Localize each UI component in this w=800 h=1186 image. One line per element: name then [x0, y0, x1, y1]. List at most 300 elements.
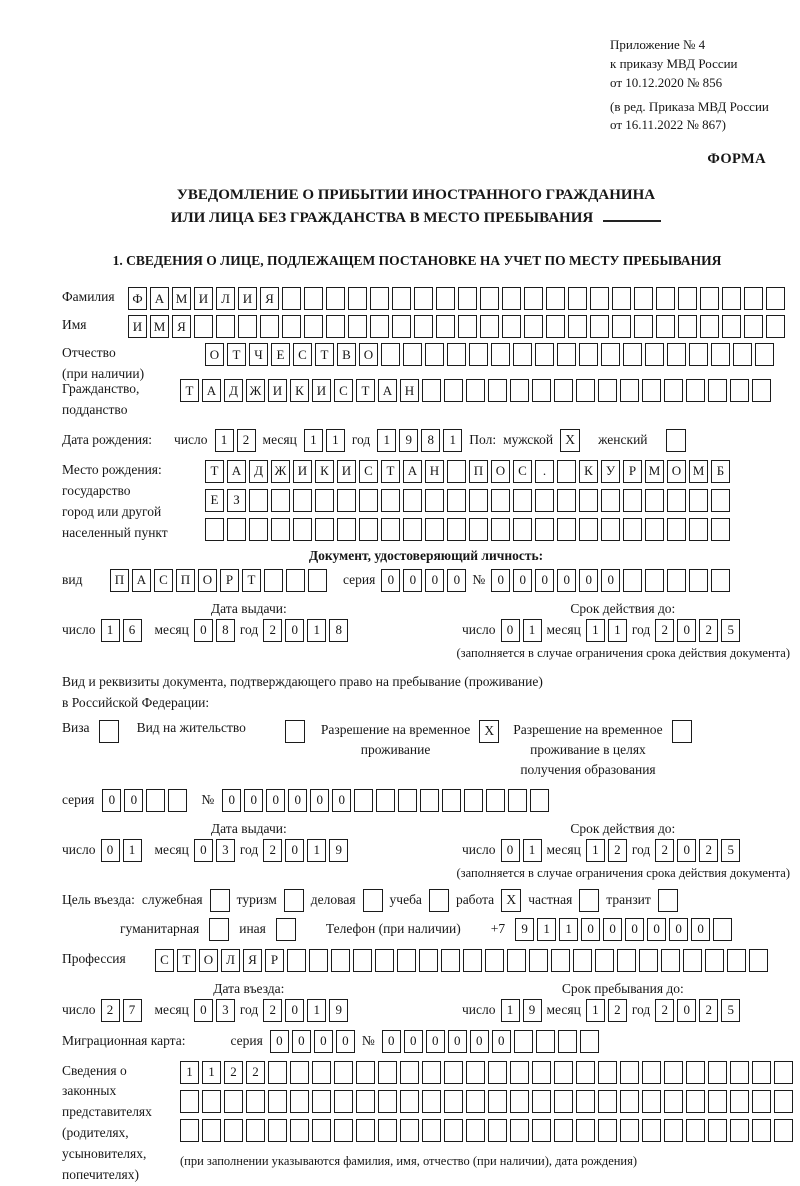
char-box[interactable]: [686, 1090, 705, 1113]
char-box[interactable]: [678, 287, 697, 310]
stay-year-boxes[interactable]: [655, 999, 740, 1022]
char-box[interactable]: [642, 379, 661, 402]
char-box[interactable]: [425, 518, 444, 541]
issue-day-boxes[interactable]: [101, 839, 142, 862]
char-box[interactable]: [447, 489, 466, 512]
char-box[interactable]: [601, 518, 620, 541]
birth-place-boxes-row2[interactable]: [205, 489, 730, 512]
char-box[interactable]: [312, 1090, 331, 1113]
char-box[interactable]: [642, 1061, 661, 1084]
char-box[interactable]: 0: [492, 1030, 511, 1053]
char-box[interactable]: 6: [123, 619, 142, 642]
char-box[interactable]: [436, 287, 455, 310]
char-box[interactable]: [557, 460, 576, 483]
char-box[interactable]: Е: [205, 489, 224, 512]
char-box[interactable]: [381, 489, 400, 512]
char-box[interactable]: [689, 343, 708, 366]
char-box[interactable]: 0: [677, 999, 696, 1022]
char-box[interactable]: [348, 287, 367, 310]
char-box[interactable]: 1: [326, 429, 345, 452]
surname-boxes[interactable]: [128, 287, 785, 310]
char-box[interactable]: [513, 518, 532, 541]
char-box[interactable]: [287, 949, 306, 972]
char-box[interactable]: [488, 379, 507, 402]
char-box[interactable]: [224, 1090, 243, 1113]
char-box[interactable]: .: [535, 460, 554, 483]
char-box[interactable]: [392, 315, 411, 338]
char-box[interactable]: Т: [242, 569, 261, 592]
char-box[interactable]: А: [132, 569, 151, 592]
char-box[interactable]: [238, 315, 257, 338]
char-box[interactable]: [400, 1061, 419, 1084]
char-box[interactable]: [246, 1119, 265, 1142]
purpose-private-checkbox[interactable]: [579, 889, 599, 912]
char-box[interactable]: [326, 315, 345, 338]
entry-year-boxes[interactable]: [263, 999, 348, 1022]
issue-month-boxes[interactable]: [194, 619, 235, 642]
number-boxes[interactable]: [491, 569, 730, 592]
char-box[interactable]: Я: [172, 315, 191, 338]
char-box[interactable]: [774, 1061, 793, 1084]
stay-month-boxes[interactable]: [586, 999, 627, 1022]
citizenship-boxes[interactable]: [180, 379, 771, 402]
char-box[interactable]: [664, 1061, 683, 1084]
char-box[interactable]: [744, 315, 763, 338]
char-box[interactable]: [513, 343, 532, 366]
char-box[interactable]: 3: [216, 839, 235, 862]
char-box[interactable]: П: [110, 569, 129, 592]
char-box[interactable]: [595, 949, 614, 972]
char-box[interactable]: [700, 315, 719, 338]
char-box[interactable]: Т: [381, 460, 400, 483]
char-box[interactable]: [466, 1119, 485, 1142]
char-box[interactable]: [535, 343, 554, 366]
entry-month-boxes[interactable]: [194, 999, 235, 1022]
char-box[interactable]: [576, 379, 595, 402]
char-box[interactable]: 0: [513, 569, 532, 592]
char-box[interactable]: 0: [292, 1030, 311, 1053]
char-box[interactable]: [514, 1030, 533, 1053]
char-box[interactable]: [286, 569, 305, 592]
char-box[interactable]: [447, 343, 466, 366]
char-box[interactable]: [398, 789, 417, 812]
char-box[interactable]: 0: [314, 1030, 333, 1053]
char-box[interactable]: 1: [101, 619, 120, 642]
char-box[interactable]: [337, 518, 356, 541]
valid-day-boxes[interactable]: [501, 839, 542, 862]
char-box[interactable]: [727, 949, 746, 972]
char-box[interactable]: О: [359, 343, 378, 366]
issue-year-boxes[interactable]: [263, 839, 348, 862]
char-box[interactable]: [293, 518, 312, 541]
char-box[interactable]: [400, 1119, 419, 1142]
char-box[interactable]: 0: [288, 789, 307, 812]
char-box[interactable]: С: [513, 460, 532, 483]
char-box[interactable]: О: [205, 343, 224, 366]
char-box[interactable]: [334, 1061, 353, 1084]
char-box[interactable]: [689, 489, 708, 512]
char-box[interactable]: [722, 287, 741, 310]
char-box[interactable]: С: [359, 460, 378, 483]
char-box[interactable]: [620, 379, 639, 402]
char-box[interactable]: 0: [124, 789, 143, 812]
char-box[interactable]: [202, 1119, 221, 1142]
char-box[interactable]: М: [689, 460, 708, 483]
char-box[interactable]: И: [268, 379, 287, 402]
char-box[interactable]: [268, 1061, 287, 1084]
char-box[interactable]: [598, 1061, 617, 1084]
char-box[interactable]: [353, 949, 372, 972]
char-box[interactable]: 1: [523, 839, 542, 862]
temp-residence-checkbox[interactable]: X: [479, 720, 499, 743]
char-box[interactable]: [752, 1119, 771, 1142]
char-box[interactable]: [312, 1119, 331, 1142]
birth-day-boxes[interactable]: [215, 429, 256, 452]
char-box[interactable]: 2: [655, 999, 674, 1022]
purpose-business-checkbox[interactable]: [363, 889, 383, 912]
char-box[interactable]: [774, 1119, 793, 1142]
char-box[interactable]: [623, 569, 642, 592]
char-box[interactable]: [576, 1061, 595, 1084]
char-box[interactable]: [722, 315, 741, 338]
char-box[interactable]: [403, 343, 422, 366]
char-box[interactable]: 0: [285, 619, 304, 642]
char-box[interactable]: [708, 1119, 727, 1142]
char-box[interactable]: [356, 1061, 375, 1084]
char-box[interactable]: [354, 789, 373, 812]
char-box[interactable]: И: [312, 379, 331, 402]
char-box[interactable]: [249, 518, 268, 541]
char-box[interactable]: [444, 1061, 463, 1084]
char-box[interactable]: 1: [304, 429, 323, 452]
char-box[interactable]: [667, 518, 686, 541]
char-box[interactable]: [447, 460, 466, 483]
char-box[interactable]: 1: [123, 839, 142, 862]
char-box[interactable]: [529, 949, 548, 972]
char-box[interactable]: [524, 315, 543, 338]
char-box[interactable]: [744, 287, 763, 310]
issue-year-boxes[interactable]: [263, 619, 348, 642]
char-box[interactable]: М: [645, 460, 664, 483]
char-box[interactable]: [766, 315, 785, 338]
char-box[interactable]: 0: [677, 839, 696, 862]
char-box[interactable]: С: [154, 569, 173, 592]
char-box[interactable]: [508, 789, 527, 812]
char-box[interactable]: А: [403, 460, 422, 483]
char-box[interactable]: [554, 1061, 573, 1084]
representatives-boxes-row3[interactable]: [180, 1119, 793, 1142]
char-box[interactable]: [708, 1090, 727, 1113]
char-box[interactable]: 0: [647, 918, 666, 941]
char-box[interactable]: 0: [194, 839, 213, 862]
char-box[interactable]: 0: [535, 569, 554, 592]
birth-year-boxes[interactable]: [377, 429, 462, 452]
char-box[interactable]: Л: [221, 949, 240, 972]
char-box[interactable]: [752, 379, 771, 402]
char-box[interactable]: Ф: [128, 287, 147, 310]
char-box[interactable]: [700, 287, 719, 310]
char-box[interactable]: [612, 287, 631, 310]
char-box[interactable]: [645, 343, 664, 366]
char-box[interactable]: [271, 518, 290, 541]
char-box[interactable]: [554, 379, 573, 402]
char-box[interactable]: 2: [263, 999, 282, 1022]
char-box[interactable]: [580, 1030, 599, 1053]
char-box[interactable]: Д: [224, 379, 243, 402]
char-box[interactable]: 0: [285, 999, 304, 1022]
char-box[interactable]: [510, 1090, 529, 1113]
char-box[interactable]: [260, 315, 279, 338]
char-box[interactable]: Н: [400, 379, 419, 402]
char-box[interactable]: 2: [699, 619, 718, 642]
char-box[interactable]: [554, 1119, 573, 1142]
char-box[interactable]: [268, 1119, 287, 1142]
char-box[interactable]: [227, 518, 246, 541]
char-box[interactable]: [568, 287, 587, 310]
purpose-official-checkbox[interactable]: [210, 889, 230, 912]
char-box[interactable]: 9: [329, 839, 348, 862]
birth-month-boxes[interactable]: [304, 429, 345, 452]
char-box[interactable]: [444, 1119, 463, 1142]
char-box[interactable]: 1: [443, 429, 462, 452]
char-box[interactable]: [403, 489, 422, 512]
char-box[interactable]: [730, 1061, 749, 1084]
char-box[interactable]: 5: [721, 619, 740, 642]
char-box[interactable]: 0: [603, 918, 622, 941]
char-box[interactable]: 0: [285, 839, 304, 862]
char-box[interactable]: [486, 789, 505, 812]
char-box[interactable]: 1: [586, 839, 605, 862]
char-box[interactable]: 2: [655, 619, 674, 642]
char-box[interactable]: [664, 1119, 683, 1142]
char-box[interactable]: 2: [699, 839, 718, 862]
char-box[interactable]: [634, 287, 653, 310]
char-box[interactable]: [480, 287, 499, 310]
char-box[interactable]: [510, 1119, 529, 1142]
char-box[interactable]: Я: [260, 287, 279, 310]
residence-seriya-boxes[interactable]: [102, 789, 187, 812]
char-box[interactable]: [507, 949, 526, 972]
char-box[interactable]: 0: [266, 789, 285, 812]
char-box[interactable]: Р: [623, 460, 642, 483]
char-box[interactable]: 0: [404, 1030, 423, 1053]
migration-number-boxes[interactable]: [382, 1030, 599, 1053]
char-box[interactable]: 0: [194, 999, 213, 1022]
char-box[interactable]: 0: [403, 569, 422, 592]
char-box[interactable]: С: [155, 949, 174, 972]
char-box[interactable]: 0: [501, 839, 520, 862]
char-box[interactable]: 0: [102, 789, 121, 812]
char-box[interactable]: Ж: [271, 460, 290, 483]
char-box[interactable]: [334, 1090, 353, 1113]
char-box[interactable]: [752, 1061, 771, 1084]
char-box[interactable]: [290, 1119, 309, 1142]
char-box[interactable]: П: [176, 569, 195, 592]
char-box[interactable]: [370, 287, 389, 310]
temp-residence-edu-checkbox[interactable]: [672, 720, 692, 743]
char-box[interactable]: 0: [579, 569, 598, 592]
char-box[interactable]: [315, 518, 334, 541]
char-box[interactable]: [683, 949, 702, 972]
char-box[interactable]: [705, 949, 724, 972]
char-box[interactable]: [422, 1119, 441, 1142]
char-box[interactable]: [774, 1090, 793, 1113]
char-box[interactable]: И: [337, 460, 356, 483]
char-box[interactable]: [466, 379, 485, 402]
char-box[interactable]: 0: [101, 839, 120, 862]
char-box[interactable]: [620, 1090, 639, 1113]
char-box[interactable]: [378, 1090, 397, 1113]
char-box[interactable]: 2: [101, 999, 120, 1022]
char-box[interactable]: [598, 1119, 617, 1142]
char-box[interactable]: [664, 1090, 683, 1113]
char-box[interactable]: [713, 918, 732, 941]
char-box[interactable]: 1: [559, 918, 578, 941]
char-box[interactable]: [656, 315, 675, 338]
residence-permit-checkbox[interactable]: [285, 720, 305, 743]
char-box[interactable]: [502, 287, 521, 310]
char-box[interactable]: О: [198, 569, 217, 592]
char-box[interactable]: В: [337, 343, 356, 366]
char-box[interactable]: 2: [608, 839, 627, 862]
char-box[interactable]: [513, 489, 532, 512]
issue-day-boxes[interactable]: [101, 619, 142, 642]
char-box[interactable]: [425, 489, 444, 512]
male-checkbox[interactable]: X: [560, 429, 580, 452]
char-box[interactable]: Т: [180, 379, 199, 402]
char-box[interactable]: [488, 1119, 507, 1142]
char-box[interactable]: [667, 489, 686, 512]
char-box[interactable]: [579, 489, 598, 512]
char-box[interactable]: [491, 343, 510, 366]
char-box[interactable]: [620, 1061, 639, 1084]
char-box[interactable]: 0: [426, 1030, 445, 1053]
char-box[interactable]: [634, 315, 653, 338]
char-box[interactable]: [485, 949, 504, 972]
char-box[interactable]: [436, 315, 455, 338]
char-box[interactable]: 2: [608, 999, 627, 1022]
char-box[interactable]: [639, 949, 658, 972]
char-box[interactable]: [419, 949, 438, 972]
char-box[interactable]: О: [491, 460, 510, 483]
char-box[interactable]: 1: [586, 619, 605, 642]
char-box[interactable]: 0: [270, 1030, 289, 1053]
char-box[interactable]: [375, 949, 394, 972]
char-box[interactable]: [488, 1061, 507, 1084]
char-box[interactable]: [576, 1119, 595, 1142]
char-box[interactable]: И: [128, 315, 147, 338]
char-box[interactable]: Т: [227, 343, 246, 366]
char-box[interactable]: 0: [447, 569, 466, 592]
valid-month-boxes[interactable]: [586, 619, 627, 642]
char-box[interactable]: [579, 518, 598, 541]
char-box[interactable]: [535, 489, 554, 512]
char-box[interactable]: [755, 343, 774, 366]
char-box[interactable]: 1: [523, 619, 542, 642]
phone-boxes[interactable]: [515, 918, 732, 941]
char-box[interactable]: Т: [177, 949, 196, 972]
char-box[interactable]: [246, 1090, 265, 1113]
char-box[interactable]: [447, 518, 466, 541]
char-box[interactable]: [711, 343, 730, 366]
char-box[interactable]: 0: [625, 918, 644, 941]
char-box[interactable]: [546, 315, 565, 338]
char-box[interactable]: 8: [216, 619, 235, 642]
char-box[interactable]: [546, 287, 565, 310]
char-box[interactable]: М: [150, 315, 169, 338]
char-box[interactable]: [469, 343, 488, 366]
char-box[interactable]: [442, 789, 461, 812]
char-box[interactable]: [168, 789, 187, 812]
char-box[interactable]: [667, 569, 686, 592]
char-box[interactable]: [656, 287, 675, 310]
char-box[interactable]: [304, 315, 323, 338]
char-box[interactable]: 0: [691, 918, 710, 941]
char-box[interactable]: А: [378, 379, 397, 402]
char-box[interactable]: [309, 949, 328, 972]
char-box[interactable]: Р: [220, 569, 239, 592]
char-box[interactable]: [464, 789, 483, 812]
char-box[interactable]: [264, 569, 283, 592]
char-box[interactable]: [381, 343, 400, 366]
char-box[interactable]: [623, 343, 642, 366]
char-box[interactable]: [612, 315, 631, 338]
char-box[interactable]: [224, 1119, 243, 1142]
char-box[interactable]: С: [293, 343, 312, 366]
char-box[interactable]: [480, 315, 499, 338]
char-box[interactable]: 7: [123, 999, 142, 1022]
char-box[interactable]: [642, 1119, 661, 1142]
char-box[interactable]: [502, 315, 521, 338]
char-box[interactable]: [466, 1090, 485, 1113]
char-box[interactable]: [422, 379, 441, 402]
char-box[interactable]: [491, 518, 510, 541]
char-box[interactable]: Я: [243, 949, 262, 972]
char-box[interactable]: [730, 1090, 749, 1113]
char-box[interactable]: [645, 518, 664, 541]
char-box[interactable]: [381, 518, 400, 541]
char-box[interactable]: Д: [249, 460, 268, 483]
char-box[interactable]: [689, 518, 708, 541]
char-box[interactable]: [667, 343, 686, 366]
char-box[interactable]: [334, 1119, 353, 1142]
char-box[interactable]: У: [601, 460, 620, 483]
char-box[interactable]: 0: [601, 569, 620, 592]
char-box[interactable]: [752, 1090, 771, 1113]
seriya-boxes[interactable]: [381, 569, 466, 592]
char-box[interactable]: [535, 518, 554, 541]
char-box[interactable]: [359, 489, 378, 512]
profession-boxes[interactable]: [155, 949, 768, 972]
char-box[interactable]: [623, 518, 642, 541]
char-box[interactable]: [601, 489, 620, 512]
char-box[interactable]: [356, 1090, 375, 1113]
char-box[interactable]: [686, 1119, 705, 1142]
char-box[interactable]: [180, 1119, 199, 1142]
char-box[interactable]: [326, 287, 345, 310]
female-checkbox[interactable]: [666, 429, 686, 452]
char-box[interactable]: [558, 1030, 577, 1053]
char-box[interactable]: З: [227, 489, 246, 512]
char-box[interactable]: [469, 489, 488, 512]
char-box[interactable]: [557, 489, 576, 512]
char-box[interactable]: [315, 489, 334, 512]
char-box[interactable]: 0: [448, 1030, 467, 1053]
char-box[interactable]: [463, 949, 482, 972]
char-box[interactable]: [645, 569, 664, 592]
char-box[interactable]: [290, 1090, 309, 1113]
valid-month-boxes[interactable]: [586, 839, 627, 862]
